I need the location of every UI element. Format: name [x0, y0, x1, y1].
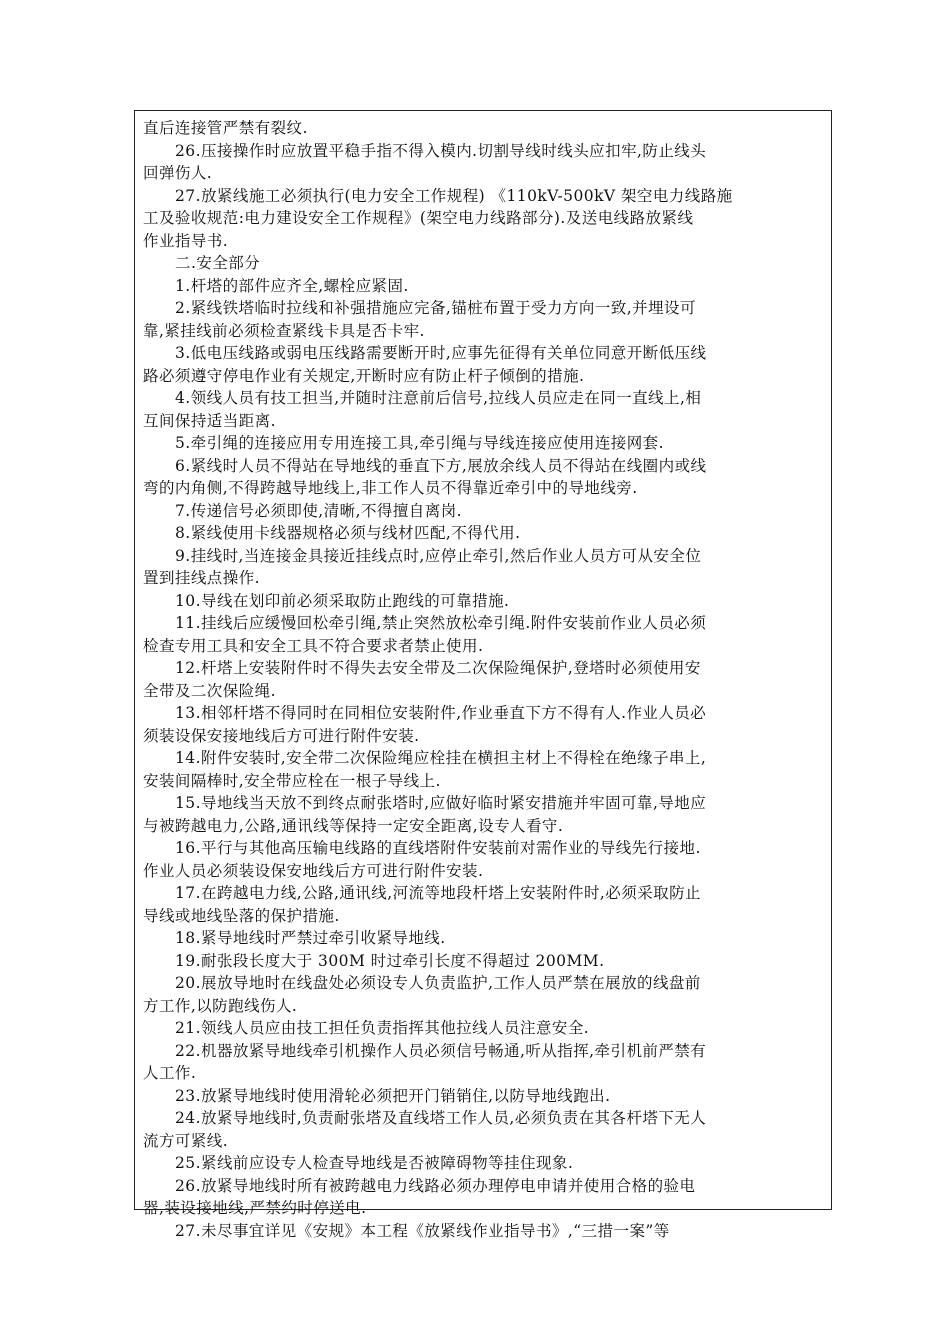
- text-line: 置到挂线点操作.: [143, 569, 261, 587]
- text-line: 17.在跨越电力线,公路,通讯线,河流等地段杆塔上安装附件时,必须采取防止: [175, 884, 702, 902]
- text-line: 20.展放导地时在线盘处必须设专人负责监护,工作人员严禁在展放的线盘前: [175, 974, 701, 992]
- text-line: 23.放紧导地线时使用滑轮必须把开门销销住,以防导地线跑出.: [175, 1086, 611, 1105]
- text-line: 导线或地线坠落的保护措施.: [143, 906, 340, 925]
- text-line: 9.挂线时,当连接金具接近挂线点时,应停止牵引,然后作业人员方可从安全位: [175, 546, 702, 565]
- text-line: 须装设保安接地线后方可进行附件安装.: [143, 726, 420, 745]
- text-line: 21.领线人员应由技工担任负责指挥其他拉线人员注意安全.: [175, 1019, 590, 1037]
- text-line: 回弹伤人.: [143, 164, 213, 182]
- text-line: 4.领线人员有技工担当,并随时注意前后信号,拉线人员应走在同一直线上,相: [175, 389, 702, 407]
- text-line: 二.安全部分: [175, 254, 261, 272]
- text-line: 安装间隔棒时,安全带应栓在一根子导线上.: [143, 771, 441, 790]
- text-line: 工及验收规范:电力建设安全工作规程》(架空电力线路部分).及送电线路放紧线: [143, 209, 694, 227]
- text-line: 19.耐张段长度大于 300M 时过牵引长度不得超过 200MM.: [175, 951, 605, 970]
- text-line: 10.导线在划印前必须采取防止跑线的可靠措施.: [175, 591, 510, 610]
- text-line: 26.压接操作时应放置平稳手指不得入模内.切割导线时线头应扣牢,防止线头: [175, 141, 707, 160]
- text-line: 流方可紧线.: [143, 1131, 229, 1150]
- text-line: 直后连接管严禁有裂纹.: [143, 119, 308, 137]
- text-line: 5.牵引绳的连接应用专用连接工具,牵引绳与导线连接应使用连接网套.: [175, 434, 664, 452]
- text-line: 8.紧线使用卡线器规格必须与线材匹配,不得代用.: [175, 524, 521, 542]
- text-line: 27.未尽事宜详见《安规》本工程《放紧线作业指导书》,“三措一案”等: [175, 1221, 670, 1240]
- text-line: 18.紧导地线时严禁过牵引收紧导地线.: [175, 929, 446, 947]
- text-line: 24.放紧导地线时,负责耐张塔及直线塔工作人员,必须负责在其各杆塔下无人: [175, 1109, 707, 1127]
- text-line: 与被跨越电力,公路,通讯线等保持一定安全距离,设专人看守.: [143, 816, 564, 835]
- text-line: 27.放紧线施工必须执行(电力安全工作规程) 《110kV-500kV 架空电力线路施: [175, 186, 733, 205]
- text-line: 靠,紧挂线前必须检查紧线卡具是否卡牢.: [143, 321, 425, 340]
- text-line: 6.紧线时人员不得站在导地线的垂直下方,展放余线人员不得站在线圈内或线: [175, 456, 707, 475]
- text-line: 路必须遵守停电作业有关规定,开断时应有防止杆子倾倒的措施.: [143, 366, 585, 385]
- text-line: 1.杆塔的部件应齐全,螺栓应紧固.: [175, 276, 409, 295]
- text-line: 16.平行与其他高压输电线路的直线塔附件安装前对需作业的导线先行接地.: [175, 839, 701, 857]
- text-line: 作业指导书.: [143, 231, 229, 250]
- text-line: 11.挂线后应缓慢回松牵引绳,禁止突然放松牵引绳.附件安装前作业人员必须: [175, 614, 707, 632]
- text-line: 2.紧线铁塔临时拉线和补强措施应完备,锚桩布置于受力方向一致,并埋设可: [175, 299, 696, 317]
- text-line: 25.紧线前应设专人检查导地线是否被障碍物等挂住现象.: [175, 1154, 574, 1172]
- text-line: 7.传递信号必须即使,清晰,不得擅自离岗.: [175, 501, 463, 520]
- text-line: 互间保持适当距离.: [143, 411, 276, 430]
- text-line: 检查专用工具和安全工具不符合要求者禁止使用.: [143, 636, 484, 655]
- text-line: 人工作.: [143, 1064, 197, 1082]
- text-line: 22.机器放紧导地线牵引机操作人员必须信号畅通,听从指挥,牵引机前严禁有: [175, 1041, 707, 1060]
- text-line: 15.导地线当天放不到终点耐张塔时,应做好临时紧安措施并牢固可靠,导地应: [175, 794, 707, 812]
- text-line: 12.杆塔上安装附件时不得失去安全带及二次保险绳保护,登塔时必须使用安: [175, 659, 701, 677]
- text-line: 13.相邻杆塔不得同时在同相位安装附件,作业垂直下方不得有人.作业人员必: [175, 704, 707, 722]
- text-line: 器,装设接地线,严禁约时停送电.: [143, 1199, 367, 1217]
- text-line: 弯的内角侧,不得跨越导地线上,非工作人员不得靠近牵引中的导地线旁.: [143, 479, 638, 497]
- document-table-cell: [134, 110, 832, 1240]
- text-line: 方工作,以防跑线伤人.: [143, 996, 298, 1015]
- text-line: 3.低电压线路或弱电压线路需要断开时,应事先征得有关单位同意开断低压线: [175, 344, 707, 362]
- text-line: 全带及二次保险绳.: [143, 681, 276, 700]
- text-line: 作业人员必须装设保安地线后方可进行附件安装.: [143, 861, 484, 880]
- text-line: 14.附件安装时,安全带二次保险绳应栓挂在横担主材上不得栓在绝缘子串上,: [175, 749, 707, 767]
- text-line: 26.放紧导地线时所有被跨越电力线路必须办理停电申请并使用合格的验电: [175, 1176, 696, 1195]
